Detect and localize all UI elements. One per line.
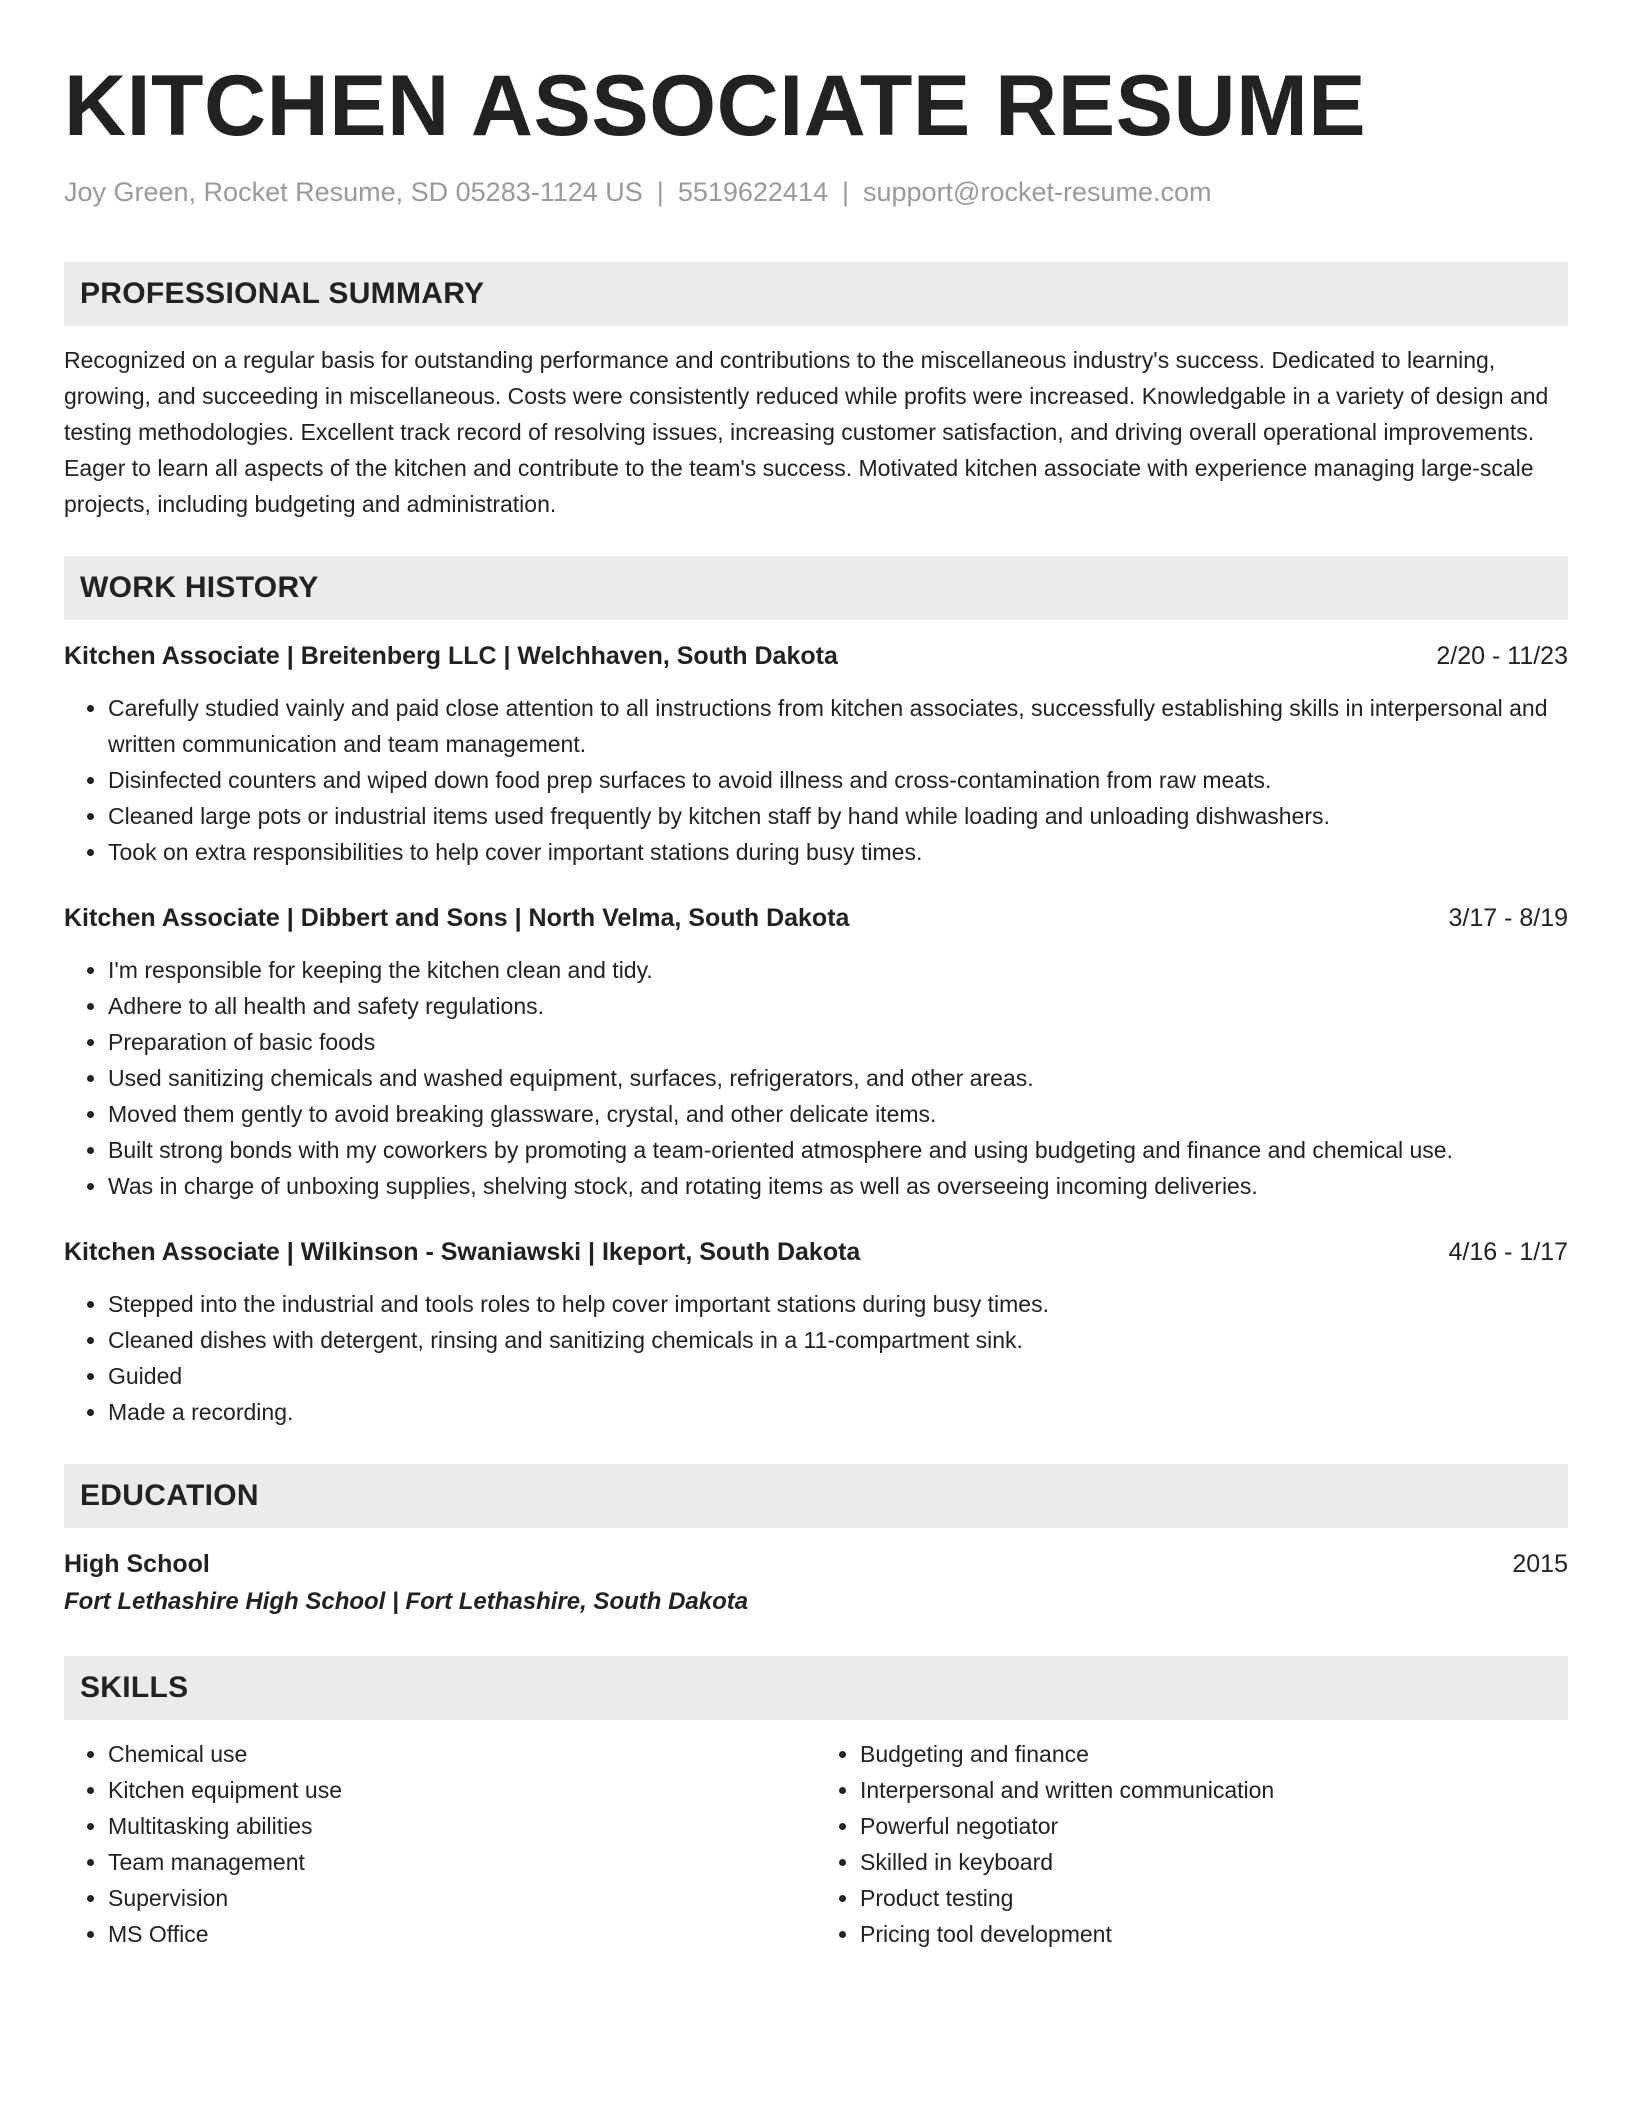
skill-item: • Interpersonal and written communication (860, 1772, 1568, 1808)
skill-item: • Kitchen equipment use (108, 1772, 816, 1808)
section-heading-summary: PROFESSIONAL SUMMARY (64, 262, 1568, 326)
job-bullet-item: • Moved them gently to avoid breaking glassware, crystal, and other delicate items. (108, 1096, 1568, 1132)
job-bullet-item: • Preparation of basic foods (108, 1024, 1568, 1060)
job-dates: 3/17 - 8/19 (1448, 904, 1568, 932)
job-header (64, 900, 1568, 936)
education-header (64, 1546, 1568, 1582)
contact-separator: | (656, 177, 664, 207)
work-history-list (64, 638, 1568, 1430)
job-bullet-item: • Cleaned large pots or industrial items used frequently by kitchen staff by hand while loading and unloading dishwashers. (108, 798, 1568, 834)
education-year: 2015 (1512, 1550, 1568, 1578)
skill-item: • MS Office (108, 1916, 816, 1952)
job-bullets (64, 690, 1568, 870)
contact-phone: 5519622414 (677, 177, 828, 207)
job-entry (64, 1234, 1568, 1430)
job-title: Kitchen Associate | Breitenberg LLC | Welchhaven, South Dakota (64, 642, 838, 670)
contact-line (64, 174, 1568, 210)
job-bullet-item: • Disinfected counters and wiped down food prep surfaces to avoid illness and cross-contamination from raw meats. (108, 762, 1568, 798)
skill-item: • Chemical use (108, 1736, 816, 1772)
job-dates: 2/20 - 11/23 (1436, 642, 1568, 670)
section-heading-work-history: WORK HISTORY (64, 556, 1568, 620)
page-title: KITCHEN ASSOCIATE RESUME (64, 58, 1367, 154)
section-heading-skills: SKILLS (64, 1656, 1568, 1720)
skills-column-right (816, 1736, 1568, 1952)
skill-item: • Multitasking abilities (108, 1808, 816, 1844)
job-bullet-item: • Carefully studied vainly and paid close attention to all instructions from kitchen associates, successfully establishing skills in interpersonal and written communication and team management. (108, 690, 1568, 762)
skill-item: • Supervision (108, 1880, 816, 1916)
skill-item: • Product testing (860, 1880, 1568, 1916)
skills-column-left (64, 1736, 816, 1952)
skill-item: • Budgeting and finance (860, 1736, 1568, 1772)
job-entry (64, 638, 1568, 870)
job-bullet-item: • Cleaned dishes with detergent, rinsing and sanitizing chemicals in a 11-compartment sink. (108, 1322, 1568, 1358)
job-bullet-item: • Guided (108, 1358, 1568, 1394)
job-entry (64, 900, 1568, 1204)
contact-separator: | (841, 177, 849, 207)
job-bullet-item: • Made a recording. (108, 1394, 1568, 1430)
skill-item: • Pricing tool development (860, 1916, 1568, 1952)
job-bullets (64, 1286, 1568, 1430)
job-bullet-item: • I'm responsible for keeping the kitchen clean and tidy. (108, 952, 1568, 988)
skill-item: • Skilled in keyboard (860, 1844, 1568, 1880)
skill-item: • Team management (108, 1844, 816, 1880)
education-degree: High School (64, 1550, 210, 1578)
job-bullet-item: • Built strong bonds with my coworkers by promoting a team-oriented atmosphere and using budgeting and finance and chemical use. (108, 1132, 1568, 1168)
contact-email: support@rocket-resume.com (863, 177, 1212, 207)
job-bullet-item: • Took on extra responsibilities to help cover important stations during busy times. (108, 834, 1568, 870)
education-school: Fort Lethashire High School | Fort Lethashire, South Dakota (64, 1588, 749, 1615)
job-header (64, 638, 1568, 674)
job-dates: 4/16 - 1/17 (1448, 1238, 1568, 1266)
job-title: Kitchen Associate | Dibbert and Sons | North Velma, South Dakota (64, 904, 850, 932)
contact-address: Joy Green, Rocket Resume, SD 05283-1124 US (64, 177, 643, 207)
job-title: Kitchen Associate | Wilkinson - Swaniawski | Ikeport, South Dakota (64, 1238, 861, 1266)
job-bullets (64, 952, 1568, 1204)
education-entry (64, 1546, 1568, 1622)
job-bullet-item: • Was in charge of unboxing supplies, shelving stock, and rotating items as well as overseeing incoming deliveries. (108, 1168, 1568, 1204)
summary-text: Recognized on a regular basis for outstanding performance and contributions to the miscellaneous industry's success. Dedicated to learning, growing, and succeeding in miscellaneous. Costs were consistently reduced while profits were increased. Knowledgable in a variety of design and testing methodologies. Excellent track record of resolving issues, increasing customer satisfaction, and driving overall operational improvements. Eager to learn all aspects of the kitchen and contribute to the team's success. Motivated kitchen associate with experience managing large-scale projects, including budgeting and administration. (64, 347, 1549, 517)
skills-list (64, 1736, 1568, 1952)
section-heading-education: EDUCATION (64, 1464, 1568, 1528)
job-bullet-item: • Adhere to all health and safety regulations. (108, 988, 1568, 1024)
job-bullet-item: • Stepped into the industrial and tools roles to help cover important stations during busy times. (108, 1286, 1568, 1322)
job-header (64, 1234, 1568, 1270)
job-bullet-item: • Used sanitizing chemicals and washed equipment, surfaces, refrigerators, and other areas. (108, 1060, 1568, 1096)
skill-item: • Powerful negotiator (860, 1808, 1568, 1844)
